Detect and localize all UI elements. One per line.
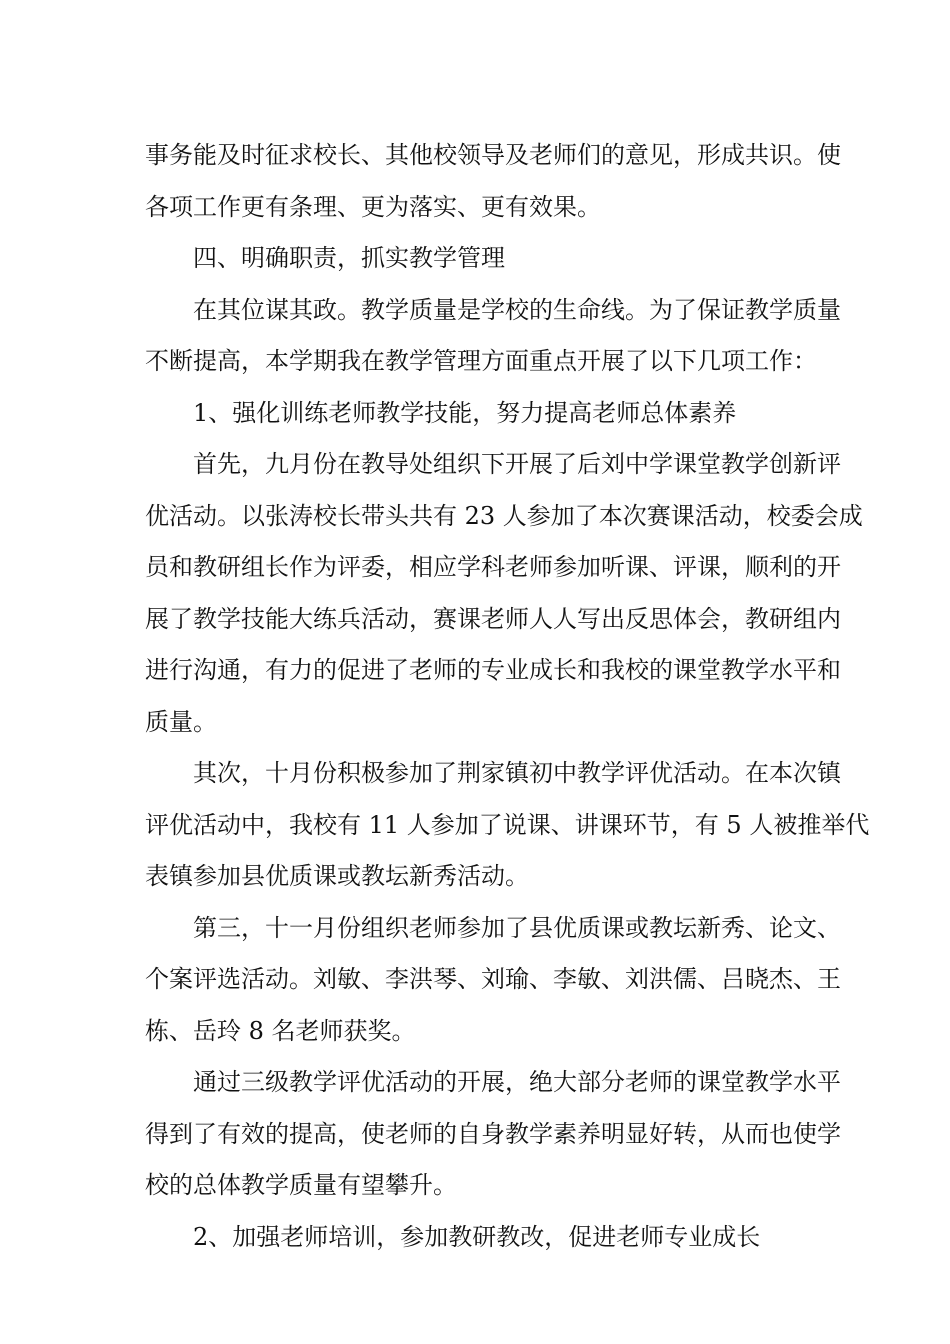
text-line: 校的总体教学质量有望攀升。 bbox=[145, 1171, 457, 1199]
text-line: 表镇参加县优质课或教坛新秀活动。 bbox=[145, 862, 529, 890]
paragraph bbox=[145, 439, 863, 748]
section-heading bbox=[145, 233, 809, 285]
text-line: 事务能及时征求校长、其他校领导及老师们的意见，形成共识。使 bbox=[145, 141, 841, 169]
text-line: 展了教学技能大练兵活动，赛课老师人人写出反思体会，教研组内 bbox=[145, 604, 841, 633]
text-line: 其次，十月份积极参加了荆家镇初中教学评优活动。在本次镇 bbox=[193, 759, 841, 787]
text-line: 栋、岳玲 8 名老师获奖。 bbox=[145, 1016, 416, 1045]
paragraph bbox=[145, 903, 841, 1058]
text-line: 评优活动中，我校有 11 人参加了说课、讲课环节，有 5 人被推举代 bbox=[145, 810, 870, 839]
text-line: 四、明确职责，抓实教学管理 bbox=[193, 244, 505, 272]
paragraph bbox=[145, 130, 841, 233]
section-heading bbox=[145, 388, 809, 440]
text-line: 通过三级教学评优活动的开展，绝大部分老师的课堂教学水平 bbox=[193, 1068, 841, 1096]
text-line: 得到了有效的提高，使老师的自身教学素养明显好转，从而也使学 bbox=[145, 1119, 841, 1148]
text-line: 进行沟通，有力的促进了老师的专业成长和我校的课堂教学水平和 bbox=[145, 656, 841, 684]
paragraph bbox=[145, 748, 870, 903]
text-line: 1、强化训练老师教学技能，努力提高老师总体素养 bbox=[193, 398, 737, 427]
text-line: 第三，十一月份组织老师参加了县优质课或教坛新秀、论文、 bbox=[193, 913, 841, 942]
paragraph bbox=[145, 1057, 841, 1212]
text-line: 员和教研组长作为评委，相应学科老师参加听课、评课，顺利的开 bbox=[145, 553, 841, 581]
text-line: 不断提高，本学期我在教学管理方面重点开展了以下几项工作： bbox=[145, 347, 817, 375]
document-body bbox=[145, 130, 870, 1263]
text-line: 优活动。以张涛校长带头共有 23 人参加了本次赛课活动，校委会成 bbox=[145, 501, 863, 530]
text-line: 首先，九月份在教导处组织下开展了后刘中学课堂教学创新评 bbox=[193, 450, 841, 478]
section-heading bbox=[145, 1212, 809, 1264]
text-line: 各项工作更有条理、更为落实、更有效果。 bbox=[145, 192, 601, 221]
paragraph bbox=[145, 285, 841, 388]
text-line: 质量。 bbox=[145, 707, 217, 736]
text-line: 2、加强老师培训，参加教研教改，促进老师专业成长 bbox=[193, 1222, 761, 1251]
text-line: 个案评选活动。刘敏、李洪琴、刘瑜、李敏、刘洪儒、吕晓杰、王 bbox=[145, 965, 841, 993]
text-line: 在其位谋其政。教学质量是学校的生命线。为了保证教学质量 bbox=[193, 295, 841, 324]
